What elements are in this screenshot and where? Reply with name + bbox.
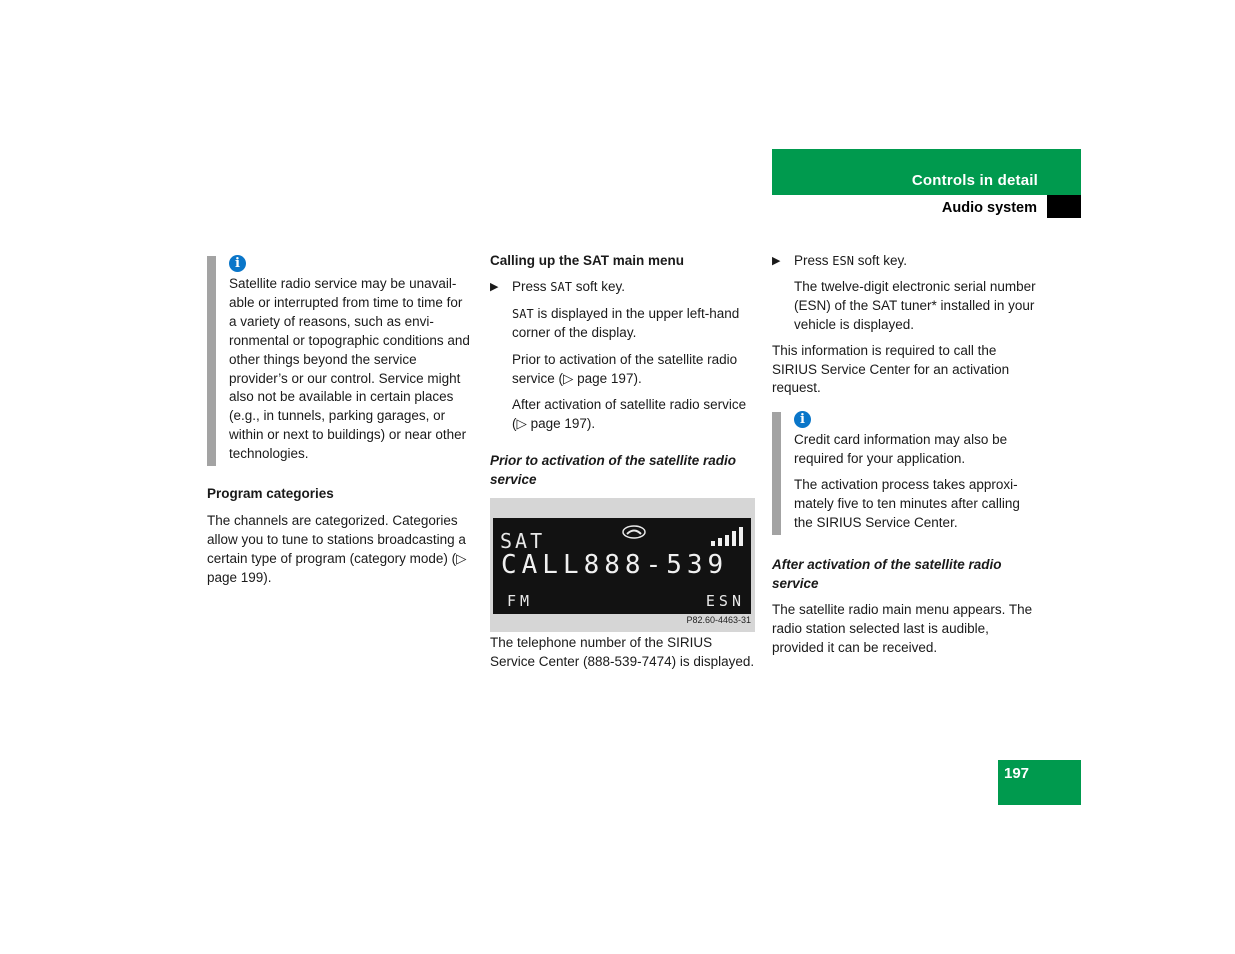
info-text: The activation process takes approxi-mately five to ten minutes after calling the SIRIUS Service Center. <box>794 477 1020 530</box>
signal-strength-icon <box>710 526 746 546</box>
soft-key-label: SAT <box>550 279 572 294</box>
body-text: The satellite radio main menu appears. The radio station selected last is audible, provided it can be received. <box>772 601 1033 655</box>
display-mode-label: SAT <box>500 529 546 554</box>
instruction-step <box>490 278 756 297</box>
section-heading: Calling up the SAT main menu <box>490 253 685 268</box>
step-text: soft key. <box>853 253 907 268</box>
step-result <box>490 305 756 343</box>
section-title: Controls in detail <box>911 172 1038 189</box>
info-bar <box>772 412 781 535</box>
info-icon: i <box>794 411 811 428</box>
subsection-heading: Prior to activation of the satellite radio service <box>490 453 737 488</box>
step-text: soft key. <box>571 278 625 294</box>
body-text: This information is required to call the SIRIUS Service Center for an activation request. <box>772 342 1010 396</box>
info-text: Credit card information may also be required for your application. <box>794 432 1008 467</box>
soft-key-label: ESN <box>832 254 854 268</box>
triangle-bullet-icon: ▶ <box>490 280 499 293</box>
display-main-text: CALL888-539 <box>501 550 729 581</box>
step-result: The twelve-digit electronic serial number (ESN) of the SAT tuner* installed in your vehicle is displayed. <box>794 278 1036 332</box>
page-number-tab <box>998 760 1081 805</box>
after-reference: After activation of satellite radio service (▷ page 197). <box>512 397 747 432</box>
step-text: Press <box>512 278 551 294</box>
column-2 <box>490 252 756 672</box>
instruction-step <box>772 252 1038 271</box>
subsection-title: Audio system <box>941 200 1037 216</box>
triangle-bullet-icon: ▶ <box>772 255 781 267</box>
step-text: Press <box>794 253 833 268</box>
figure-code: P82.60-4463-31 <box>686 615 751 626</box>
body-text: The channels are categorized. Categories allow you to tune to stations broadcasting a certain type of program (category mode) (▷ page 199). <box>207 512 467 585</box>
esn-soft-key[interactable]: ESN <box>705 592 745 611</box>
info-icon: i <box>229 255 246 272</box>
subsection-heading: After activation of the satellite radio service <box>772 556 1002 591</box>
header-bar <box>772 149 1081 195</box>
phone-handset-icon <box>621 524 647 540</box>
column-1 <box>207 252 473 588</box>
info-box <box>772 408 1038 539</box>
section-heading: Program categories <box>207 486 334 502</box>
radio-display-figure <box>490 498 755 632</box>
figure-caption: The telephone number of the SIRIUS Service Center (888-539-7474) is displayed. <box>490 635 755 669</box>
prior-reference: Prior to activation of the satellite radio service (▷ page 197). <box>512 351 738 386</box>
fm-soft-key[interactable]: FM <box>507 592 534 611</box>
radio-display-screen <box>493 518 751 614</box>
info-bar <box>207 256 216 466</box>
header-marker <box>1047 195 1081 218</box>
info-box <box>207 252 473 470</box>
page-number: 197 <box>1004 765 1030 782</box>
column-3 <box>772 252 1038 657</box>
soft-key-label: SAT <box>512 306 534 321</box>
result-text: is displayed in the upper left-hand corner of the display. <box>512 305 740 340</box>
info-text: Satellite radio service may be unavail-able or interrupted from time to time for a variety of reasons, such as envi-ronmental or topographic conditions and other things beyond the service provider’s or our control. Service might also not be available in certain places (e.g., in tunnels, parking garages, or within or next to buildings) or near other technologies. <box>229 276 470 462</box>
